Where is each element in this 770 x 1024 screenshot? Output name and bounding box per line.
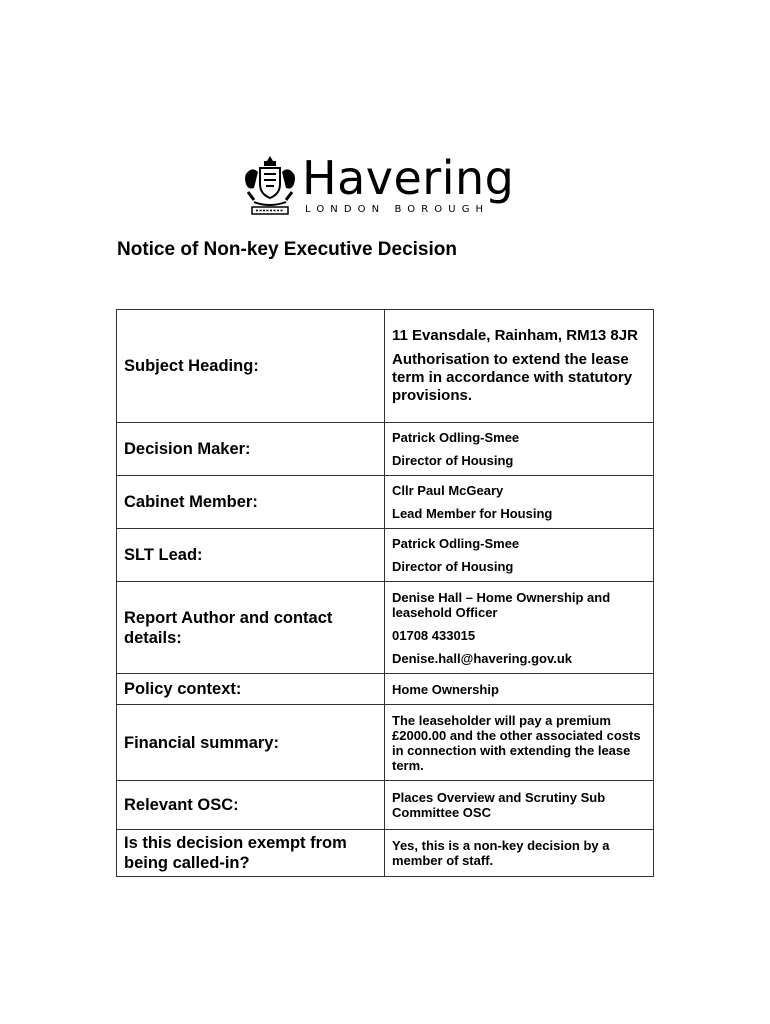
table-row	[117, 423, 654, 476]
row-value	[385, 674, 654, 705]
table-row	[117, 310, 654, 423]
havering-logo	[242, 152, 532, 222]
call-in-exemption-value: Yes, this is a non-key decision by a member of staff.	[392, 838, 610, 868]
row-label: Subject Heading:	[117, 310, 385, 423]
author-email: Denise.hall@havering.gov.uk	[392, 650, 573, 666]
row-label: Cabinet Member:	[117, 476, 385, 529]
row-value	[385, 781, 654, 830]
row-value	[385, 476, 654, 529]
slt-lead-name: Patrick Odling-Smee	[392, 536, 520, 551]
relevant-osc-value: Places Overview and Scrutiny Sub Committee OSC	[392, 790, 606, 820]
decision-maker-name: Patrick Odling-Smee	[392, 430, 520, 445]
financial-summary-value: The leaseholder will pay a premium £2000.00 and the other associated costs in connection with extending the lease term.	[392, 712, 641, 773]
page-title: Notice of Non-key Executive Decision	[117, 239, 457, 260]
row-label: Decision Maker:	[117, 423, 385, 476]
table-row	[117, 781, 654, 830]
table-row	[117, 476, 654, 529]
table-row	[117, 529, 654, 582]
decision-table	[116, 309, 654, 877]
slt-lead-role: Director of Housing	[392, 559, 514, 574]
row-label: Is this decision exempt from being called-in?	[117, 830, 385, 877]
author-phone: 01708 433015	[392, 627, 476, 643]
borough-crest-icon	[242, 152, 298, 218]
row-value	[385, 705, 654, 781]
logo-wordmark: Havering	[302, 151, 515, 205]
table-row	[117, 674, 654, 705]
author-name: Denise Hall – Home Ownership and leasehold Officer	[392, 589, 611, 620]
row-value	[385, 529, 654, 582]
table-row	[117, 705, 654, 781]
row-label: SLT Lead:	[117, 529, 385, 582]
cabinet-member-name: Cllr Paul McGeary	[392, 483, 504, 498]
table-row	[117, 830, 654, 877]
row-value	[385, 310, 654, 423]
logo-subtitle: LONDON BOROUGH	[305, 204, 490, 215]
subject-description: Authorisation to extend the lease term in accordance with statutory provisions.	[392, 351, 633, 404]
row-value	[385, 830, 654, 877]
decision-maker-role: Director of Housing	[392, 453, 514, 468]
row-label: Financial summary:	[117, 705, 385, 781]
row-label: Report Author and contact details:	[117, 582, 385, 674]
policy-context-value: Home Ownership	[392, 681, 499, 697]
row-label: Relevant OSC:	[117, 781, 385, 830]
row-label: Policy context:	[117, 674, 385, 705]
table-row	[117, 582, 654, 674]
row-value	[385, 582, 654, 674]
property-address: 11 Evansdale, Rainham, RM13 8JR	[392, 327, 638, 344]
cabinet-member-role: Lead Member for Housing	[392, 506, 553, 521]
row-value	[385, 423, 654, 476]
